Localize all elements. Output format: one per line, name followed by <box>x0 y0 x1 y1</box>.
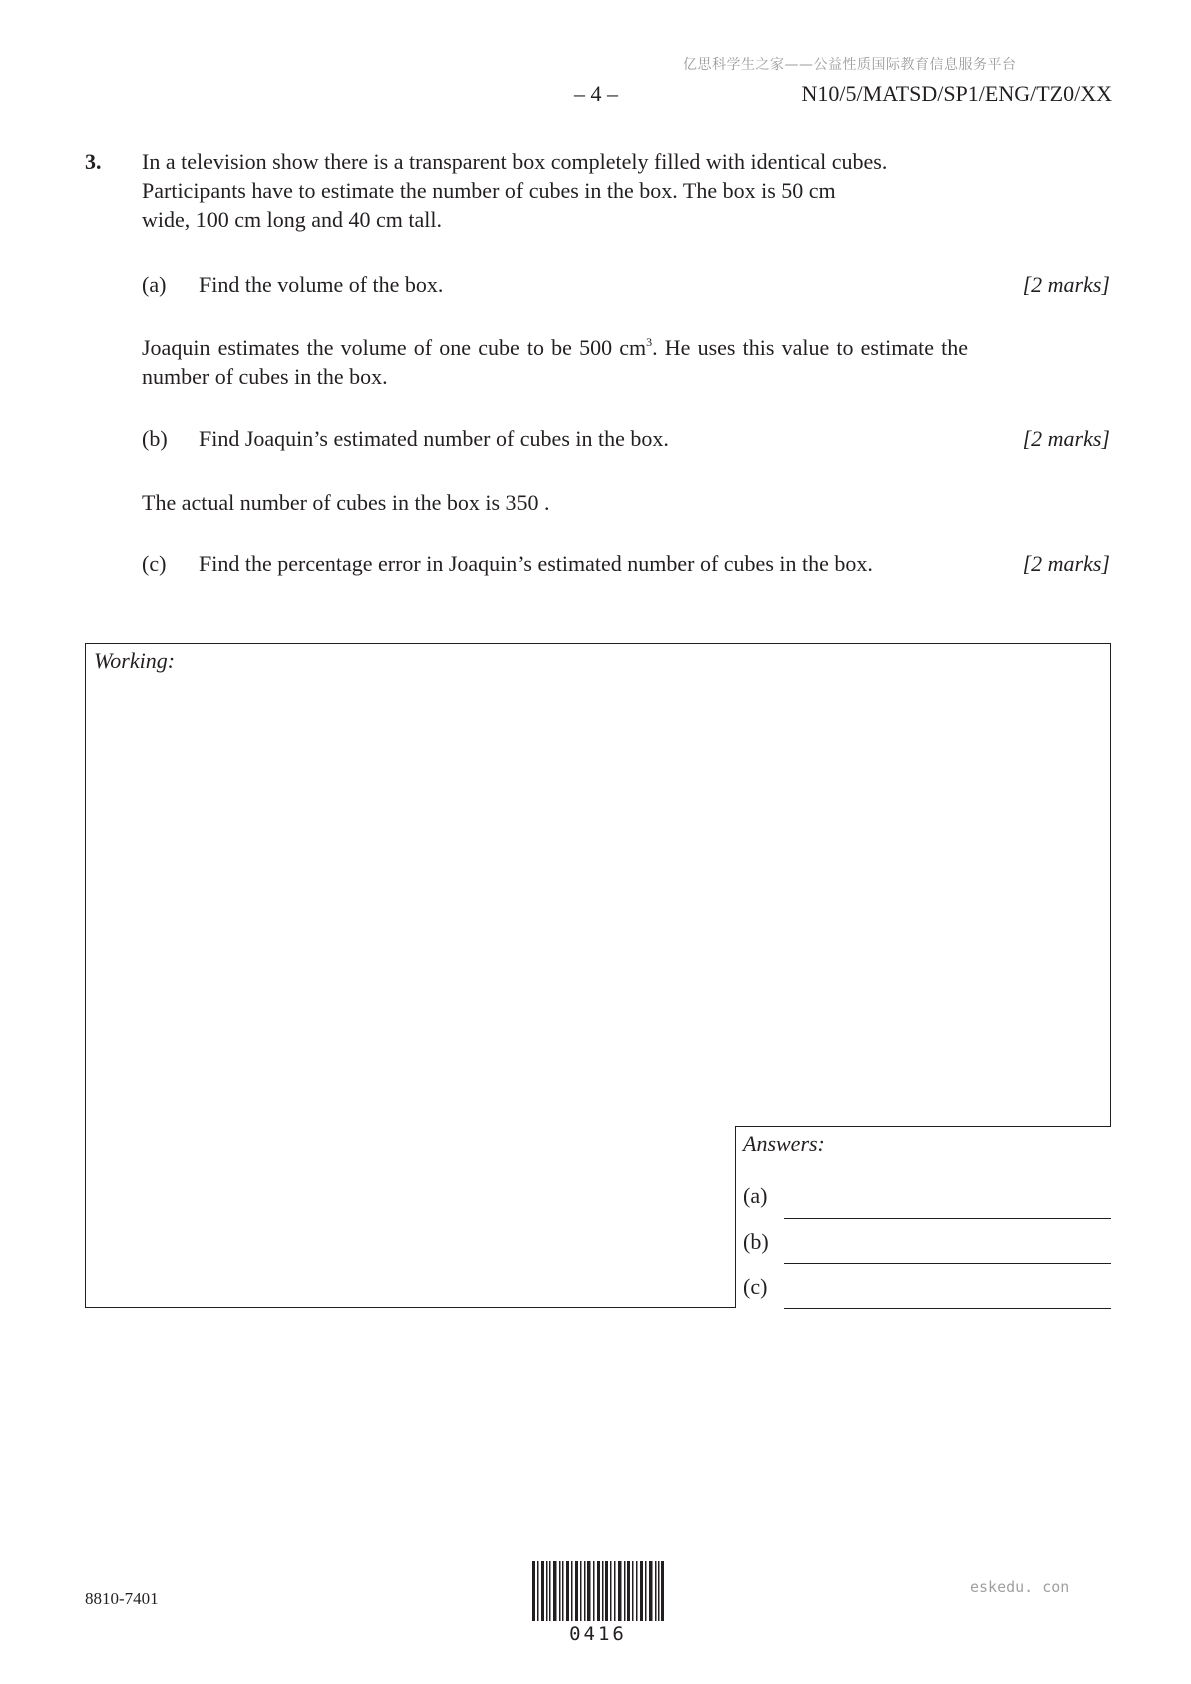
answer-a-label: (a) <box>743 1183 768 1208</box>
stem-line: Participants have to estimate the number of cubes in the box. The box is 50 cm <box>142 178 836 203</box>
barcode-number: 0416 <box>569 1623 627 1645</box>
superscript-3: 3 <box>646 335 653 349</box>
stem-line: wide, 100 cm long and 40 cm tall. <box>142 207 442 232</box>
answer-b-label: (b) <box>743 1229 769 1254</box>
part-a-text: Find the volume of the box. <box>199 272 444 297</box>
working-label: Working: <box>94 648 176 673</box>
footer-code: 8810-7401 <box>85 1589 159 1608</box>
question-stem <box>142 147 982 234</box>
answers-label: Answers: <box>743 1131 825 1156</box>
barcode-icon <box>532 1561 664 1621</box>
page-number: – 4 – <box>574 81 618 106</box>
part-b-text: Find Joaquin’s estimated number of cubes in the box. <box>199 426 669 451</box>
footer-watermark: eskedu. con <box>970 1578 1070 1596</box>
part-b-label: (b) <box>142 426 168 451</box>
info-1-text: Joaquin estimates the volume of one cube to be 500 cm <box>142 335 647 360</box>
stem-line: In a television show there is a transparent box completely filled with identical cubes. <box>142 149 888 174</box>
part-a-marks: [2 marks] <box>1022 272 1110 297</box>
answer-b-line[interactable] <box>784 1263 1111 1264</box>
part-c-label: (c) <box>142 551 167 576</box>
info-paragraph-1 <box>142 333 968 391</box>
info-paragraph-2: The actual number of cubes in the box is 350 . <box>142 490 550 515</box>
header-watermark: 亿思科学生之家——公益性质国际教育信息服务平台 <box>683 57 1017 73</box>
part-c-text: Find the percentage error in Joaquin’s estimated number of cubes in the box. <box>199 551 873 576</box>
answer-c-line[interactable] <box>784 1308 1111 1309</box>
part-b-marks: [2 marks] <box>1022 426 1110 451</box>
part-a-label: (a) <box>142 272 167 297</box>
part-c-marks: [2 marks] <box>1022 551 1110 576</box>
answer-c-label: (c) <box>743 1274 768 1299</box>
answer-a-line[interactable] <box>784 1218 1111 1219</box>
info-1-text-continued: . He uses this value to estimate the number of cubes in the box. <box>142 335 969 389</box>
paper-code: N10/5/MATSD/SP1/ENG/TZ0/XX <box>801 81 1112 106</box>
question-number: 3. <box>85 149 102 174</box>
